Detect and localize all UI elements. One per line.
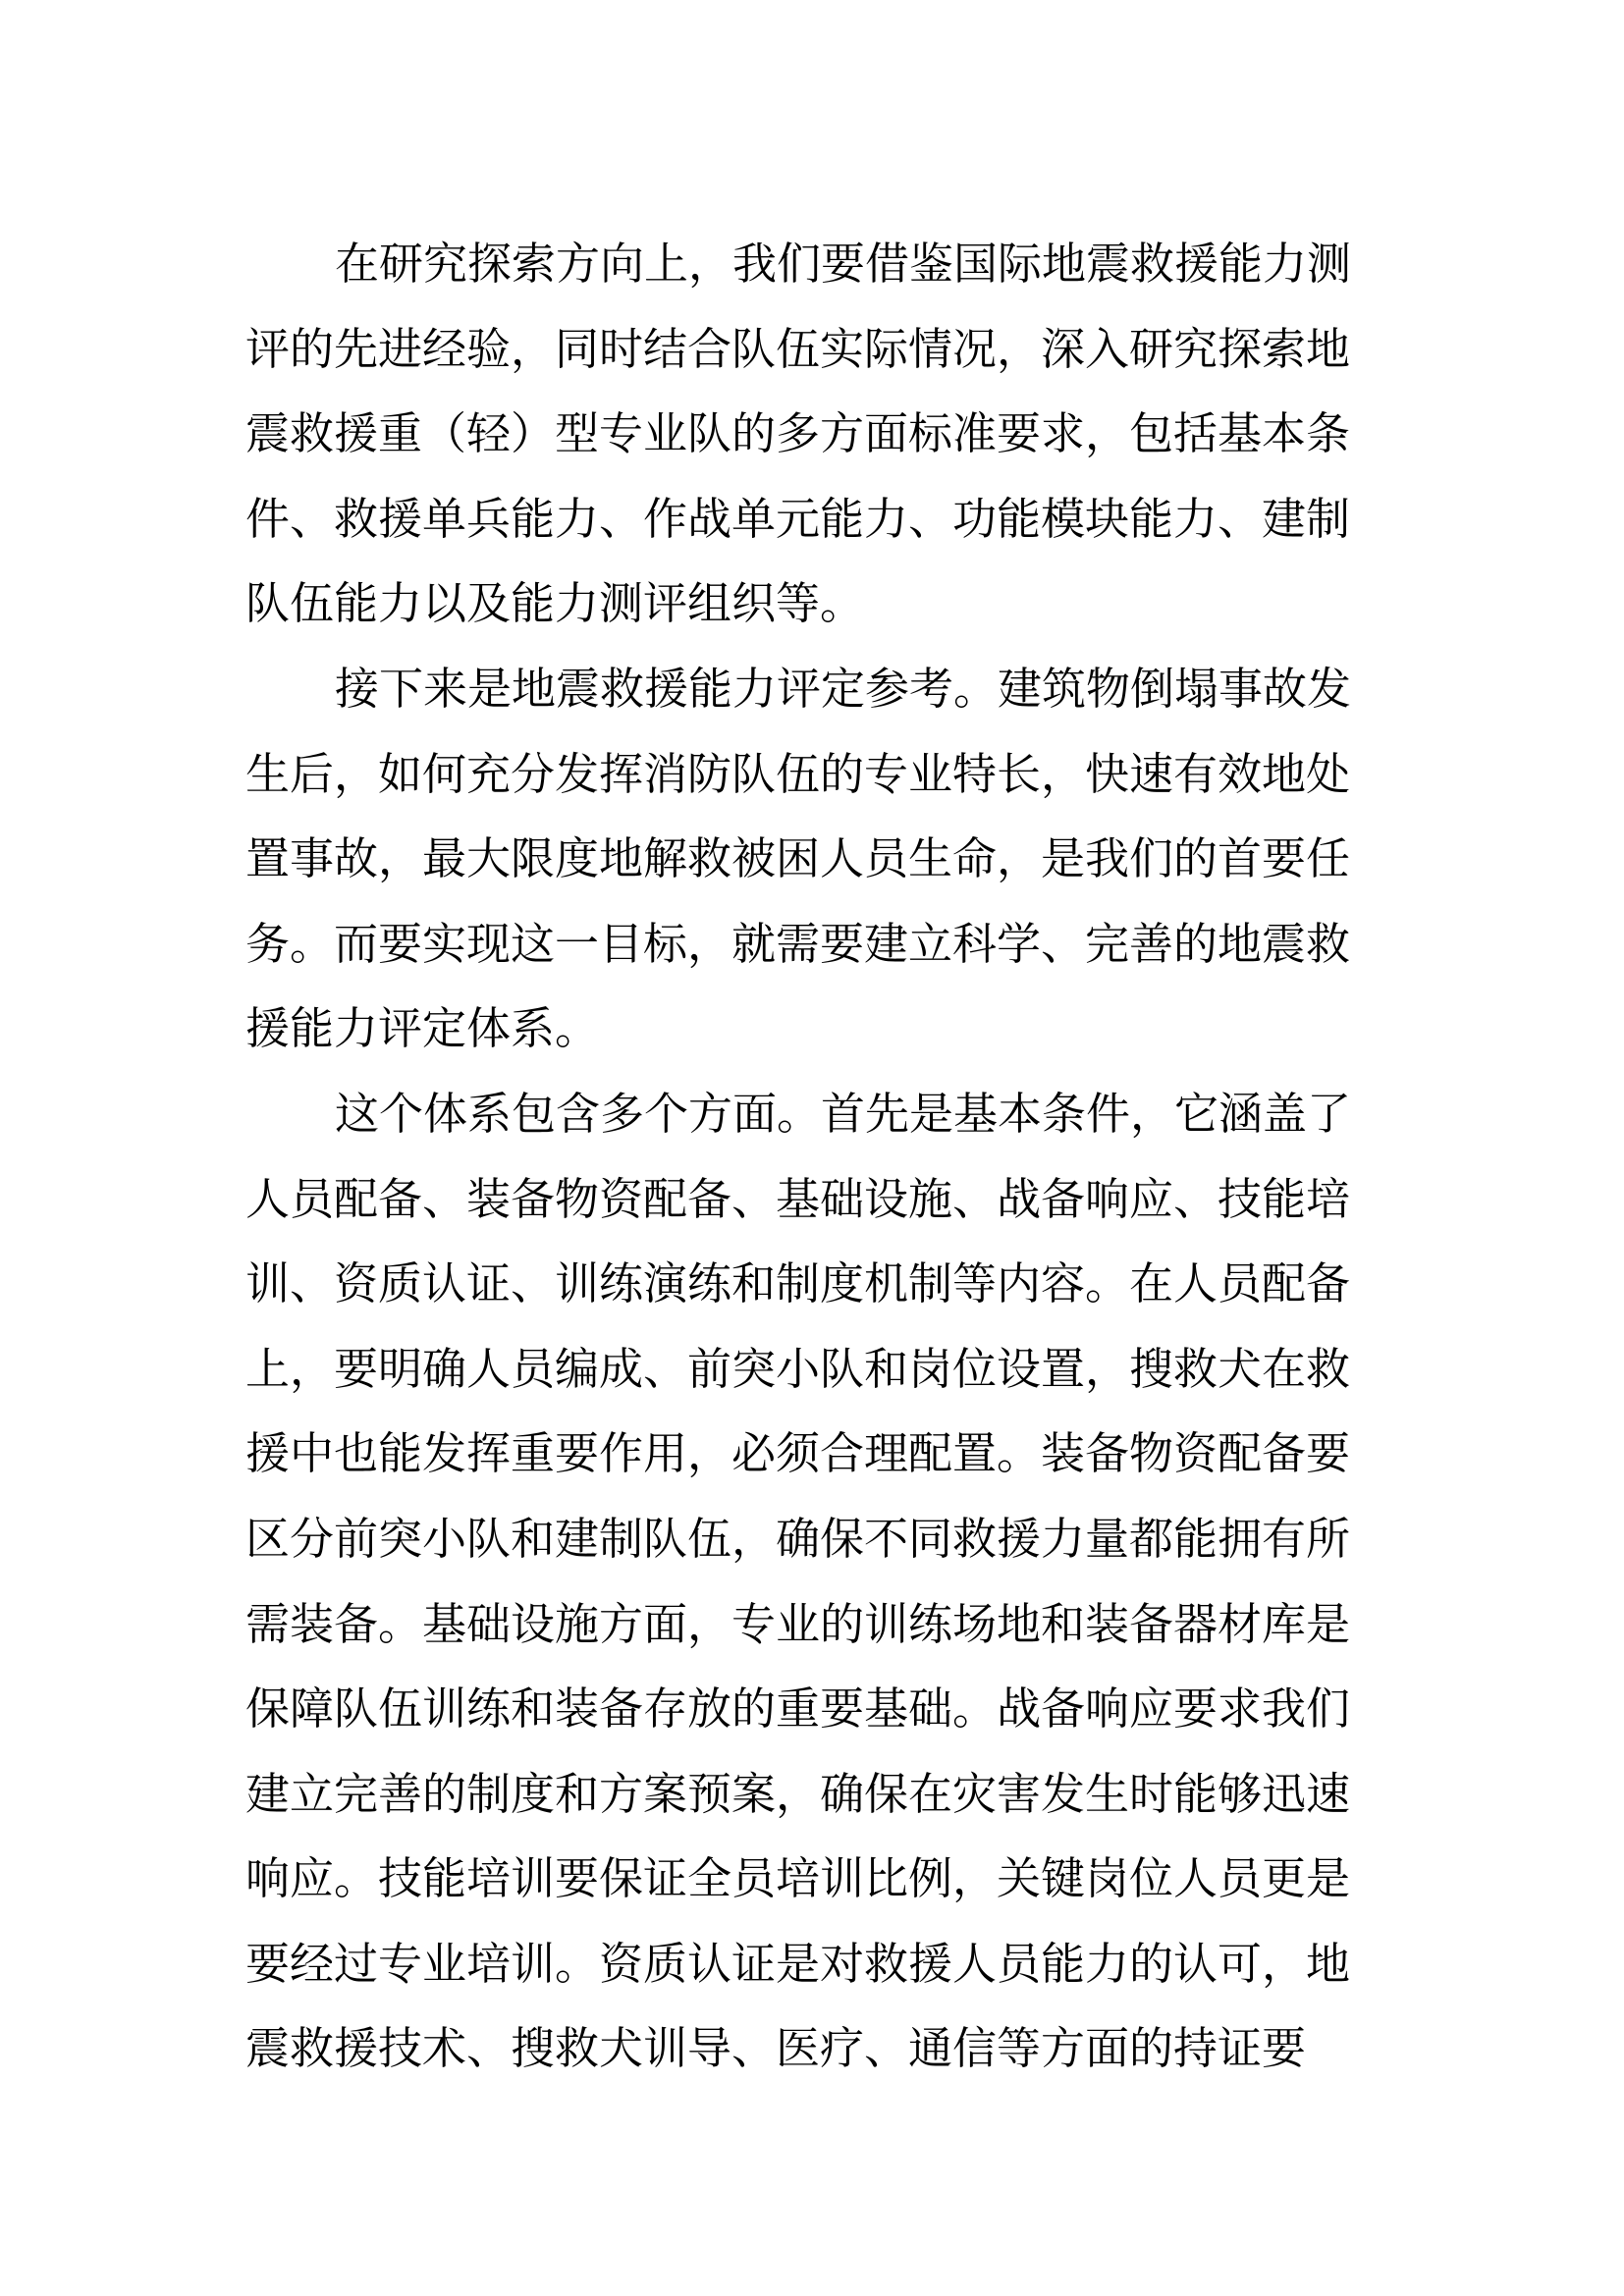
text-line: 震救援技术、搜救犬训导、医疗、通信等方面的持证要	[245, 2022, 1307, 2075]
text-line: 区分前突小队和建制队伍，确保不同救援力量都能拥有所	[245, 1512, 1351, 1565]
text-line: 响应。技能培训要保证全员培训比例，关键岗位人员更是	[245, 1852, 1351, 1905]
text-line: 置事故，最大限度地解救被困人员生命，是我们的首要任	[245, 832, 1351, 885]
paragraph-research-direction	[245, 222, 1375, 647]
text-line: 在研究探索方向上，我们要借鉴国际地震救援能力测	[335, 238, 1352, 290]
text-line: 接下来是地震救援能力评定参考。建筑物倒塌事故发	[335, 662, 1352, 715]
text-line: 这个体系包含多个方面。首先是基本条件，它涵盖了	[335, 1087, 1352, 1140]
text-line: 保障队伍训练和装备存放的重要基础。战备响应要求我们	[245, 1682, 1351, 1735]
text-line: 震救援重（轻）型专业队的多方面标准要求，包括基本条	[245, 407, 1351, 460]
text-line: 件、救援单兵能力、作战单元能力、功能模块能力、建制	[245, 492, 1351, 545]
text-line: 上，要明确人员编成、前突小队和岗位设置，搜救犬在救	[245, 1342, 1351, 1395]
text-line: 生后，如何充分发挥消防队伍的专业特长，快速有效地处	[245, 747, 1351, 800]
text-line: 要经过专业培训。资质认证是对救援人员能力的认可，地	[245, 1937, 1351, 1990]
text-line: 务。而要实现这一目标，就需要建立科学、完善的地震救	[245, 917, 1351, 970]
text-line: 援中也能发挥重要作用，必须合理配置。装备物资配备要	[245, 1427, 1351, 1480]
document-page	[245, 222, 1375, 2092]
paragraph-capability-assessment	[245, 647, 1375, 1072]
paragraph-system-components	[245, 1072, 1375, 2092]
text-line: 人员配备、装备物资配备、基础设施、战备响应、技能培	[245, 1172, 1351, 1225]
text-line: 建立完善的制度和方案预案，确保在灾害发生时能够迅速	[245, 1767, 1351, 1820]
text-line: 评的先进经验，同时结合队伍实际情况，深入研究探索地	[245, 322, 1351, 375]
text-line: 训、资质认证、训练演练和制度机制等内容。在人员配备	[245, 1257, 1351, 1310]
text-line: 援能力评定体系。	[245, 1002, 600, 1055]
text-line: 队伍能力以及能力测评组织等。	[245, 577, 865, 630]
text-line: 需装备。基础设施方面，专业的训练场地和装备器材库是	[245, 1597, 1351, 1650]
